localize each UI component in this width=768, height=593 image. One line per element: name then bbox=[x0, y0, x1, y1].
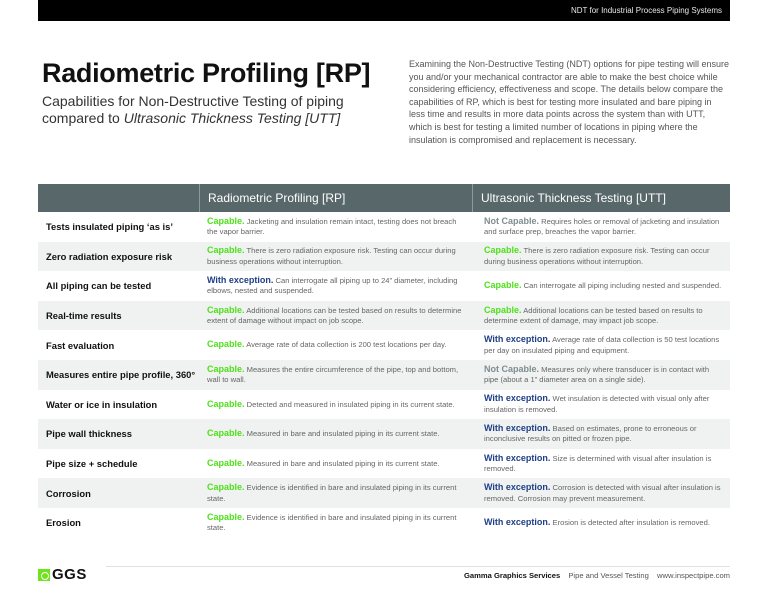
footer-website[interactable]: www.inspectpipe.com bbox=[656, 571, 730, 580]
footer-brand: Gamma Graphics Services bbox=[463, 571, 561, 580]
table-row bbox=[38, 390, 730, 420]
utt-cell bbox=[472, 245, 730, 267]
status-label: With exception. bbox=[484, 482, 551, 493]
status-description: Additional locations can be tested based on results to determine extent of damage without impact on job scope. bbox=[207, 305, 462, 326]
utt-cell bbox=[472, 334, 730, 356]
status-label: Capable. bbox=[484, 280, 522, 291]
table-row bbox=[38, 419, 730, 449]
status-label: Capable. bbox=[207, 215, 245, 226]
status-label: Capable. bbox=[207, 511, 245, 522]
footer-divider bbox=[106, 566, 730, 567]
status-description: Based on estimates, prone to erroneous or inconclusive results on pitted or frozen pipe. bbox=[484, 424, 697, 444]
status-description: Evidence is identified in bare and insulated piping in its current state. bbox=[207, 483, 457, 503]
status-label: Capable. bbox=[207, 339, 245, 350]
status-description: Measured in bare and insulated piping in its current state. bbox=[244, 429, 440, 439]
utt-cell bbox=[472, 453, 730, 475]
feature-cell: Pipe size + schedule bbox=[46, 458, 138, 470]
feature-cell: Tests insulated piping ‘as is’ bbox=[46, 221, 173, 233]
status-label: Capable. bbox=[207, 482, 245, 493]
status-label: Capable. bbox=[207, 457, 245, 468]
table-row bbox=[38, 242, 730, 272]
status-description: Additional locations can be tested based on results to determine extent of damage, may impact job scope. bbox=[484, 305, 703, 326]
utt-cell bbox=[472, 423, 730, 445]
status-label: With exception. bbox=[484, 517, 551, 528]
status-label: Capable. bbox=[207, 428, 245, 439]
status-label: Not Capable. bbox=[484, 215, 540, 226]
status-label: Not Capable. bbox=[484, 363, 540, 374]
utt-cell bbox=[472, 364, 730, 386]
feature-cell: Corrosion bbox=[46, 487, 91, 499]
banner-label: NDT for Industrial Process Piping Systems bbox=[570, 6, 722, 15]
table-row bbox=[38, 360, 730, 390]
header-utt-column: Ultrasonic Thickness Testing [UTT] bbox=[472, 184, 730, 212]
utt-cell bbox=[472, 482, 730, 504]
status-description: Measured in bare and insulated piping in its current state. bbox=[244, 458, 440, 468]
rp-cell bbox=[199, 245, 472, 267]
status-description: Can interrogate all piping including nested and suspended. bbox=[521, 281, 722, 291]
rp-cell bbox=[199, 512, 472, 534]
rp-cell bbox=[199, 458, 472, 469]
table-header bbox=[38, 184, 730, 212]
status-label: With exception. bbox=[484, 334, 551, 345]
rp-cell bbox=[199, 216, 472, 238]
status-description: Corrosion is detected with visual after insulation is removed. Corrosion may prevent measurement. bbox=[484, 483, 721, 503]
status-label: With exception. bbox=[484, 393, 551, 404]
feature-cell: Zero radiation exposure risk bbox=[46, 250, 173, 262]
ggs-logo-mark-icon bbox=[38, 569, 50, 581]
feature-cell: Erosion bbox=[46, 517, 81, 529]
status-label: Capable. bbox=[484, 304, 522, 315]
status-label: Capable. bbox=[484, 245, 522, 256]
rp-cell bbox=[199, 275, 472, 297]
table-body bbox=[38, 212, 730, 538]
feature-cell: All piping can be tested bbox=[46, 280, 152, 292]
utt-cell bbox=[472, 393, 730, 415]
rp-cell bbox=[199, 339, 472, 350]
utt-cell bbox=[472, 280, 730, 291]
subtitle-prefix: Capabilities for Non-Destructive Testing of piping compared to bbox=[42, 93, 344, 126]
status-label: With exception. bbox=[484, 423, 551, 434]
status-label: Capable. bbox=[207, 304, 245, 315]
status-description: There is zero radiation exposure risk. Testing can occur during business operations without interruption. bbox=[484, 246, 710, 266]
status-label: With exception. bbox=[207, 275, 274, 286]
top-banner bbox=[38, 0, 730, 21]
table-row bbox=[38, 271, 730, 301]
header-rp-column: Radiometric Profiling [RP] bbox=[199, 184, 472, 212]
status-description: Average rate of data collection is 200 test locations per day. bbox=[244, 340, 447, 350]
page-title: Radiometric Profiling [RP] bbox=[42, 58, 371, 88]
page-subtitle bbox=[42, 93, 382, 127]
status-description: Requires holes or removal of jacketing and insulation and surface prep, breaches the vapor barrier. bbox=[484, 216, 720, 237]
feature-cell: Water or ice in insulation bbox=[46, 398, 158, 410]
comparison-table bbox=[38, 184, 730, 538]
table-row bbox=[38, 449, 730, 479]
status-label: With exception. bbox=[484, 452, 551, 463]
table-row bbox=[38, 330, 730, 360]
status-label: Capable. bbox=[207, 398, 245, 409]
status-description: Measures only where transducer is in contact with pipe (about a 1” diameter area on a single side). bbox=[484, 364, 710, 385]
rp-cell bbox=[199, 364, 472, 386]
status-description: Wet insulation is detected with visual only after insulation is removed. bbox=[484, 394, 710, 414]
table-row bbox=[38, 212, 730, 242]
status-description: Measures the entire circumference of the pipe, top and bottom, wall to wall. bbox=[207, 364, 459, 385]
table-row bbox=[38, 478, 730, 508]
footer-info bbox=[464, 571, 730, 580]
utt-cell bbox=[472, 517, 730, 528]
status-description: Evidence is identified in bare and insulated piping in its current state. bbox=[207, 512, 457, 533]
table-row bbox=[38, 508, 730, 538]
logo-text: GGS bbox=[52, 566, 87, 583]
feature-cell: Fast evaluation bbox=[46, 339, 115, 351]
rp-cell bbox=[199, 399, 472, 410]
ggs-logo bbox=[38, 566, 87, 583]
header-feature-column bbox=[38, 184, 199, 212]
status-description: Erosion is detected after insulation is removed. bbox=[550, 518, 710, 528]
utt-cell bbox=[472, 305, 730, 327]
intro-paragraph: Examining the Non-Destructive Testing (NDT) options for pipe testing will ensure you and/or your mechanical contractor are able to make the best choice while considering efficiency, effectiveness and scope. The details below compare the capabilities of RP, which is best for testing more insulated and bare piping in less time and results in more data points across the system than with UTT, which is best for testing a limited number of locations in piping where the insulation is compromised and replacement is necessary. bbox=[409, 59, 729, 145]
status-description: Jacketing and insulation remain intact, testing does not breach the vapor barrier. bbox=[207, 216, 457, 237]
status-description: There is zero radiation exposure risk. Testing can occur during business operations without interruption. bbox=[207, 246, 456, 266]
status-label: Capable. bbox=[207, 363, 245, 374]
rp-cell bbox=[199, 428, 472, 439]
utt-cell bbox=[472, 216, 730, 238]
status-label: Capable. bbox=[207, 245, 245, 256]
status-description: Average rate of data collection is 50 test locations per day on insulated piping and equipment. bbox=[484, 335, 720, 355]
rp-cell bbox=[199, 305, 472, 327]
feature-cell: Real-time results bbox=[46, 310, 122, 322]
feature-cell: Pipe wall thickness bbox=[46, 428, 132, 440]
subtitle-emphasis: Ultrasonic Thickness Testing [UTT] bbox=[123, 110, 341, 126]
status-description: Can interrogate all piping up to 24” diameter, including elbows, nested and suspended. bbox=[207, 276, 458, 296]
status-description: Detected and measured in insulated piping in its current state. bbox=[244, 399, 455, 409]
footer-tagline: Pipe and Vessel Testing bbox=[568, 571, 649, 580]
rp-cell bbox=[199, 482, 472, 504]
table-row bbox=[38, 301, 730, 331]
status-description: Size is determined with visual after insulation is removed. bbox=[484, 453, 712, 474]
feature-cell: Measures entire pipe profile, 360° bbox=[46, 369, 196, 381]
